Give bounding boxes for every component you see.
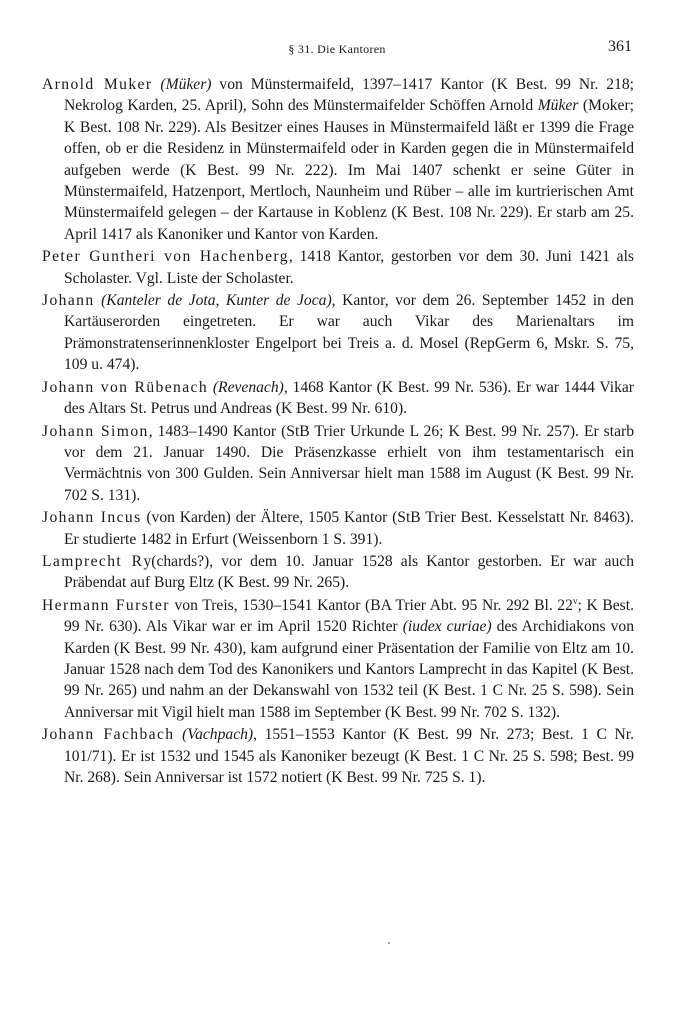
entry-johann-ruebenach [42,377,634,420]
entry-text: (Moker; K Best. 108 Nr. 229). Als Besitzer eines Hauses in Münstermaifeld läßt er 1399 die Frage offen, ob er die Residenz in Münstermaifeld oder in Karden gegen die in Münstermaifeld aufgeben werde (K Best. 99 Nr. 222). Im Mai 1407 schenkt er seine Güter in Münstermaifeld, Hatzenport, Mertloch, Naunheim und Rüber – alle im kurtrierischen Amt Münstermaifeld gelegen – der Kartause in Koblenz (K Best. 108 Nr. 229). Er starb am 25. April 1417 als Kanoniker und Kantor von Karden. [64,97,634,243]
entry-text: (von Karden) der Ältere, 1505 Kantor (StB Trier Best. Kesselstatt Nr. 8463). Er studierte 1482 in Erfurt (Weissenborn 1 S. 391). [64,509,635,548]
stray-mark [388,942,390,944]
entry-johann-incus [42,507,634,550]
entry-name: Johann [42,292,95,310]
entry-peter-guntheri [42,246,634,289]
entry-text: des Archidiakons von Karden (K Best. 99 Nr. 430), kam aufgrund einer Präsentation der Familie von Eltz am 10. Januar 1528 nach dem Tod des Kanonikers und Kantors Lamprecht in das Kapitel (K Best. 99 Nr. 265) und nahm an der Dekanswahl von 1532 teil (K Best. 1 C Nr. 25 S. 598). Sein Anniversar mit Vigil hielt man 1588 im September (K Best. 99 Nr. 702 S. 132). [64,618,635,721]
entry-text: , Kantor, vor dem 26. September 1452 in den Kartäuserorden eingetreten. Er war auch Vikar des Marienaltars im Prämonstratenserinnenkloster Engelport bei Treis a. d. Mosel (RepGerm 6, Mskr. S. 75, 109 u. 474). [64,292,634,374]
entry-lamprecht [42,551,634,594]
page-number: 361 [608,38,632,55]
entry-alias: (Vachpach) [182,726,254,744]
page-header [42,38,632,62]
entry-arnold-muker [42,74,634,245]
entry-alias: (Müker) [160,76,212,93]
entry-name: Hermann Furster [42,596,170,614]
entry-text: , 1551–1553 Kantor (K Best. 99 Nr. 273; Best. 1 C Nr. 101/71). Er ist 1532 und 1545 als Kanoniker bezeugt (K Best. 1 C Nr. 25 S. 598; Best. 99 Nr. 268). Sein Anniversar ist 1572 notiert (K Best. 99 Nr. 725 S. 1). [64,726,635,786]
entry-name: Arnold Muker [42,76,153,93]
entry-text: y(chards?), vor dem 10. Januar 1528 als Kantor gestorben. Er war auch Präbendat auf Burg Eltz (K Best. 99 Nr. 265). [64,552,634,592]
entry-hermann-furster [42,595,634,723]
entry-italic-term: Müker [537,97,579,115]
entry-text: von Treis, 1530–1541 Kantor (BA Trier Abt. 95 Nr. 292 Bl. 22 [169,596,573,614]
entry-text: , 1483–1490 Kantor (StB Trier Urkunde L 26; K Best. 99 Nr. 257). Er starb vor dem 21. Januar 1490. Die Präsenzkasse erhielt von ihm testamentarisch ein Vermächtnis von 300 Gulden. Sein Anniversar hielt man 1588 im August (K Best. 99 Nr. 702 S. 131). [64,422,634,504]
entry-text: ; K Best. 99 Nr. 630). Als Vikar war er im April 1520 Richter [64,596,634,636]
entry-name: Johann Simon [42,422,149,440]
entry-list [42,74,634,789]
entry-johann-fachbach [42,724,634,788]
entry-alias: (Revenach) [212,378,284,396]
entry-johann-simon [42,421,634,507]
entry-name: Johann von Rübenach [42,378,209,396]
entry-text: von Münstermaifeld, 1397–1417 Kantor (K Best. 99 Nr. 218; Nekrolog Karden, 25. April), Sohn des Münstermaifelder Schöffen Arnold [64,76,634,115]
entry-alias: (Kanteler de Jota, Kunter de Joca) [101,292,332,310]
entry-italic-term: (iudex curiae) [402,618,492,636]
entry-johann-kanteler [42,290,634,376]
entry-name: Johann Fachbach [42,726,175,744]
entry-name: Lamprecht R [42,552,144,570]
entry-name: Johann Incus [42,509,142,527]
entry-name: Peter Guntheri von Hachenberg [42,248,289,266]
entry-text: , 1418 Kantor, gestorben vor dem 30. Juni 1421 als Scholaster. Vgl. Liste der Scholaster. [64,248,634,287]
superscript-verso: v [572,595,578,606]
running-head: § 31. Die Kantoren [288,42,386,56]
entry-text: , 1468 Kantor (K Best. 99 Nr. 536). Er war 1444 Vikar des Altars St. Petrus und Andreas (K Best. 99 Nr. 610). [64,378,634,418]
